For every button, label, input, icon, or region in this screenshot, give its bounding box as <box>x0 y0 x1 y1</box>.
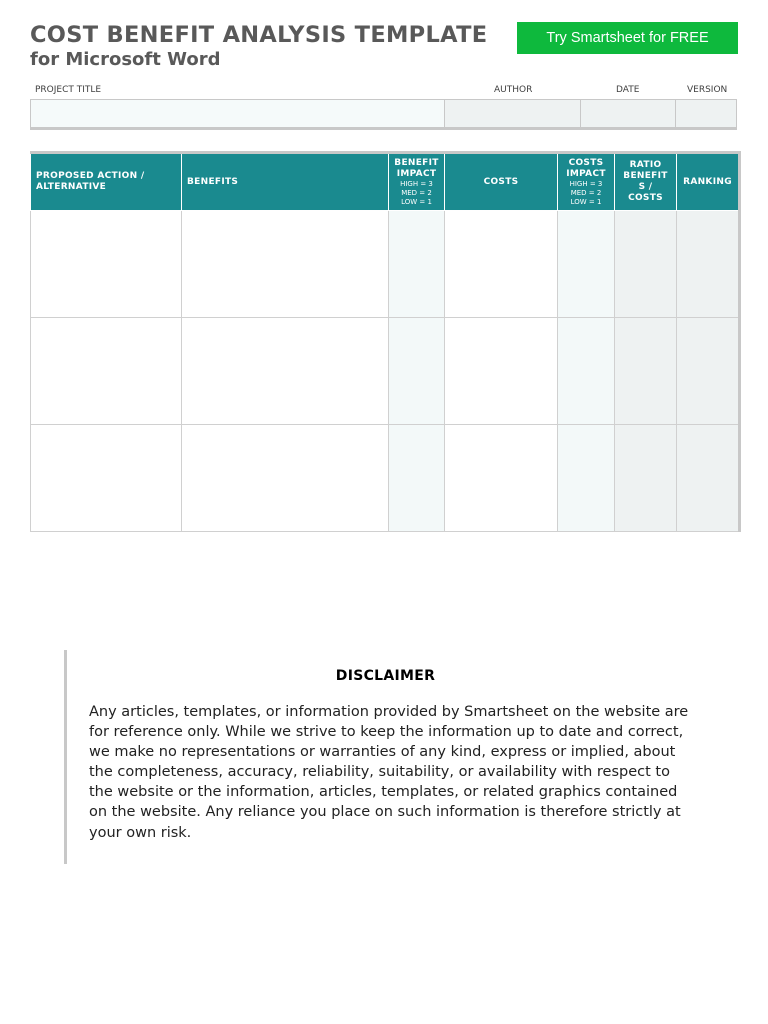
proposed-action-cell[interactable] <box>31 425 182 532</box>
ratio-cell[interactable] <box>615 211 677 318</box>
benefits-cell[interactable] <box>182 425 389 532</box>
col-costs: COSTS <box>445 153 558 211</box>
costs-impact-low: LOW = 1 <box>570 197 602 206</box>
col-costs-impact: COSTS IMPACT HIGH = 3 MED = 2 LOW = 1 <box>558 153 615 211</box>
ratio-cell[interactable] <box>615 425 677 532</box>
costs-impact-cell[interactable] <box>558 211 615 318</box>
ranking-cell[interactable] <box>677 425 740 532</box>
benefits-cell[interactable] <box>182 211 389 318</box>
author-label: AUTHOR <box>494 85 533 95</box>
benefit-impact-med: MED = 2 <box>401 188 432 197</box>
table-row <box>31 318 740 425</box>
page-title: COST BENEFIT ANALYSIS TEMPLATE <box>30 22 488 48</box>
benefit-impact-low: LOW = 1 <box>401 197 432 206</box>
col-ratio: RATIO BENEFIT S / COSTS <box>615 153 677 211</box>
col-proposed-action: PROPOSED ACTION / ALTERNATIVE <box>31 153 182 211</box>
col-benefits: BENEFITS <box>182 153 389 211</box>
costs-cell[interactable] <box>445 211 558 318</box>
benefit-impact-cell[interactable] <box>389 211 445 318</box>
disclaimer-box <box>64 650 704 864</box>
col-benefit-impact: BENEFIT IMPACT HIGH = 3 MED = 2 LOW = 1 <box>389 153 445 211</box>
date-label: DATE <box>616 85 640 95</box>
benefit-impact-cell[interactable] <box>389 425 445 532</box>
version-field[interactable] <box>676 100 736 127</box>
try-smartsheet-button[interactable]: Try Smartsheet for FREE <box>517 22 738 54</box>
ratio-cell[interactable] <box>615 318 677 425</box>
date-field[interactable] <box>581 100 676 127</box>
costs-impact-high: HIGH = 3 <box>569 179 603 188</box>
project-title-field[interactable] <box>31 100 445 127</box>
table-row <box>31 425 740 532</box>
ranking-cell[interactable] <box>677 318 740 425</box>
disclaimer-body: Any articles, templates, or information provided by Smartsheet on the website are for reference only. While we strive to keep the information up to date and correct, we make no representations or warranties of any kind, express or implied, about the completeness, accuracy, reliability, suitability, or availability with respect to the website or the information, articles, templates, or related graphics contained on the website. Any reliance you place on such information is therefore strictly at your own risk. <box>89 704 689 841</box>
costs-impact-med: MED = 2 <box>570 188 602 197</box>
benefit-impact-high: HIGH = 3 <box>400 179 433 188</box>
costs-cell[interactable] <box>445 318 558 425</box>
costs-impact-cell[interactable] <box>558 318 615 425</box>
col-ranking: RANKING <box>677 153 740 211</box>
author-field[interactable] <box>445 100 581 127</box>
project-title-label: PROJECT TITLE <box>35 85 102 95</box>
costs-impact-cell[interactable] <box>558 425 615 532</box>
benefit-impact-cell[interactable] <box>389 318 445 425</box>
ranking-cell[interactable] <box>677 211 740 318</box>
page-subtitle: for Microsoft Word <box>30 49 221 70</box>
proposed-action-cell[interactable] <box>31 318 182 425</box>
cost-benefit-table <box>30 151 741 532</box>
project-meta-row <box>30 99 737 130</box>
proposed-action-cell[interactable] <box>31 211 182 318</box>
table-row <box>31 211 740 318</box>
version-label: VERSION <box>687 85 728 95</box>
benefits-cell[interactable] <box>182 318 389 425</box>
costs-cell[interactable] <box>445 425 558 532</box>
disclaimer-title: DISCLAIMER <box>335 668 436 684</box>
